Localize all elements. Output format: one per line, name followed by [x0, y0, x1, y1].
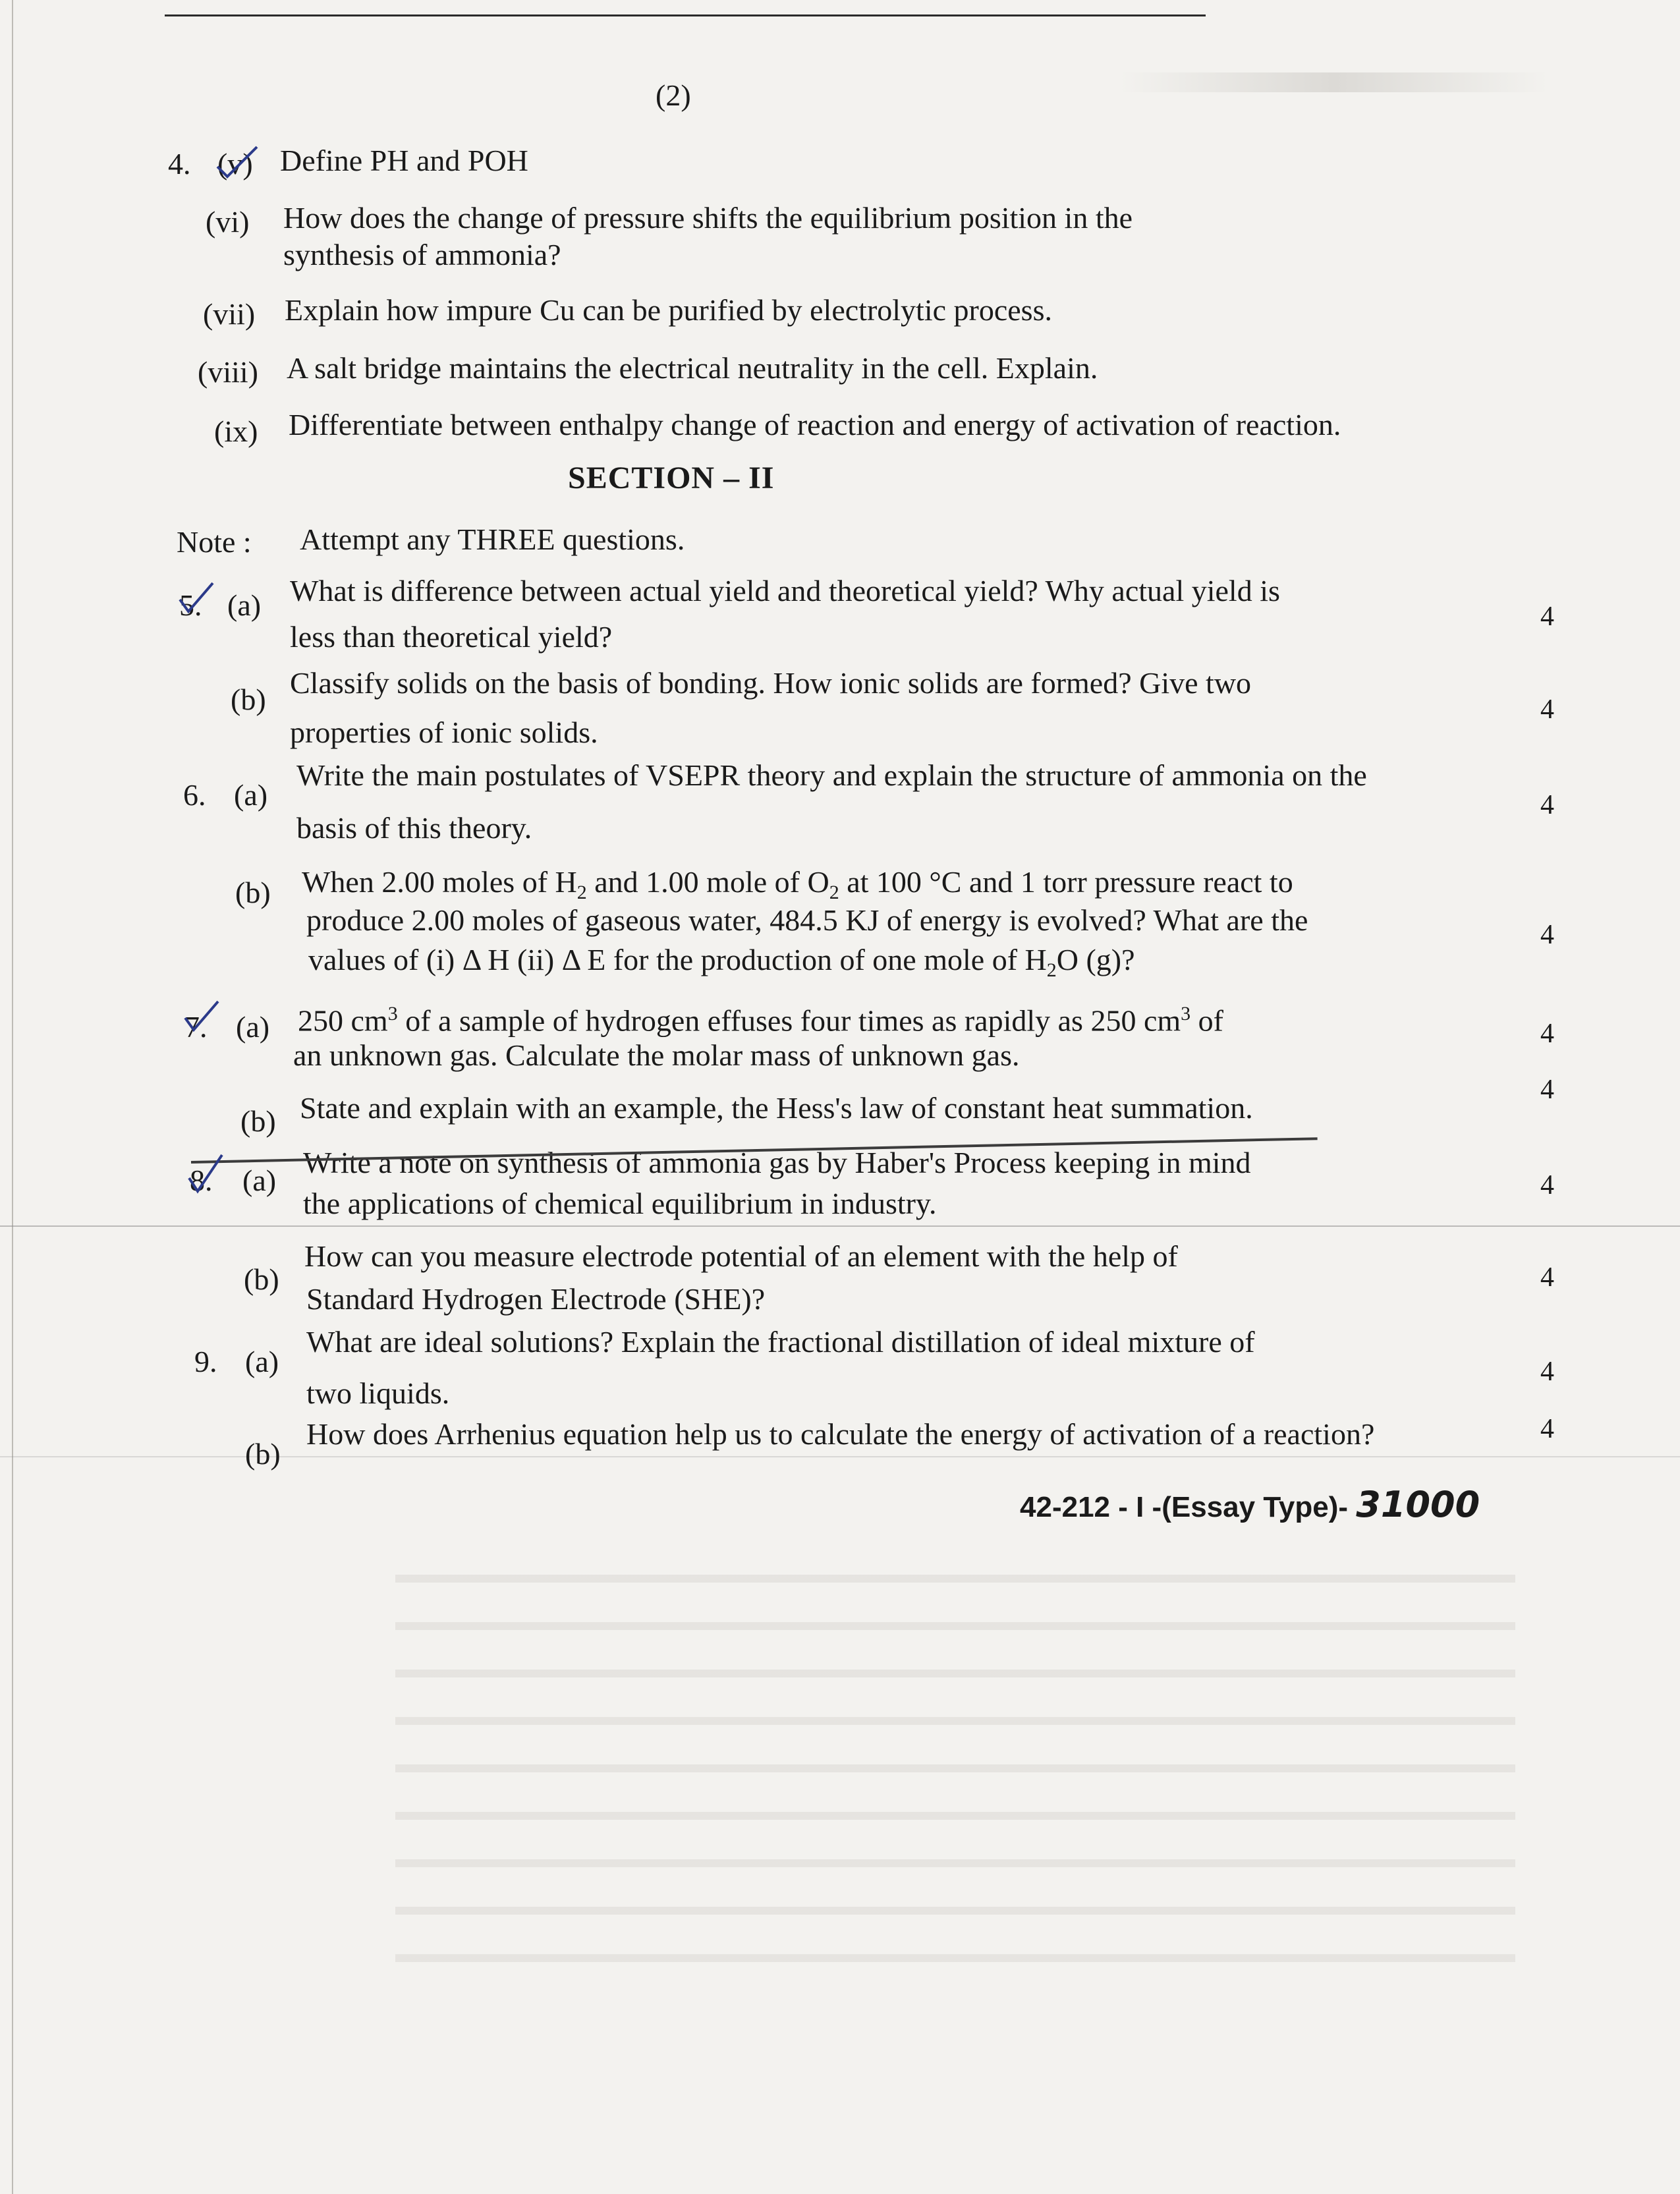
q8a-marks: 4 [1540, 1170, 1554, 1200]
bleed-through-lines [395, 1535, 1515, 1996]
top-rule [165, 14, 1206, 16]
paper-code-text: 42-212 - I -(Essay Type)- [1020, 1491, 1349, 1523]
question-6-number: 6. [183, 778, 206, 812]
handwritten-code: 31000 [1356, 1484, 1480, 1525]
q7a-mid: of a sample of hydrogen effuses four times as rapidly as 250 cm [397, 1003, 1181, 1038]
q6b-sub-h2o: 2 [1046, 959, 1057, 982]
q8b-text: How can you measure electrode potential of an element with the help of [304, 1239, 1178, 1273]
pen-tick-icon-5 [177, 580, 216, 619]
q9a-marks: 4 [1540, 1357, 1554, 1387]
bleed-through-shade [1120, 72, 1548, 92]
q6b-line3-pre: values of (i) Δ H (ii) Δ E for the production of one mole of H [308, 943, 1047, 976]
q8a-text: Write a note on synthesis of ammonia gas by Haber's Process keeping in mind [303, 1146, 1251, 1179]
q5b-text-cont: properties of ionic solids. [290, 716, 598, 749]
q7a-label: (a) [236, 1010, 270, 1044]
q4-item-viii-label: (viii) [198, 355, 258, 389]
q4-item-vii-text: Explain how impure Cu can be purified by electrolytic process. [285, 293, 1052, 327]
q5b-label: (b) [231, 683, 266, 716]
q8b-marks: 4 [1540, 1262, 1554, 1293]
q7a-marks: 4 [1540, 1019, 1554, 1049]
q7b-marks: 4 [1540, 1075, 1554, 1105]
question-4-number: 4. [168, 147, 191, 181]
paper-code [1020, 1484, 1480, 1525]
q6b-text-pre: When 2.00 moles of H [302, 865, 577, 899]
q7a-sup2: 3 [1181, 1003, 1191, 1025]
q8a-label: (a) [242, 1164, 277, 1197]
pen-tick-icon [214, 144, 260, 183]
q4-item-vi-label: (vi) [206, 205, 250, 239]
q5b-marks: 4 [1540, 694, 1554, 725]
question-8-number: 8. [190, 1164, 213, 1197]
q9b-text: How does Arrhenius equation help us to calculate the energy of activation of a reaction? [306, 1417, 1375, 1451]
q6a-text-cont: basis of this theory. [296, 811, 532, 845]
q6b-text-mid: and 1.00 mole of O [586, 865, 829, 899]
q5a-text: What is difference between actual yield and theoretical yield? Why actual yield is [290, 574, 1280, 607]
question-7-number: 7. [184, 1010, 208, 1044]
q6a-label: (a) [234, 778, 268, 812]
q6a-text: Write the main postulates of VSEPR theory and explain the structure of ammonia on the [296, 758, 1367, 792]
q9a-text: What are ideal solutions? Explain the fractional distillation of ideal mixture of [306, 1325, 1255, 1359]
question-5-number: 5. [179, 588, 202, 622]
q6b-text-line2: produce 2.00 moles of gaseous water, 484.5 KJ of energy is evolved? What are the [306, 903, 1308, 937]
q7b-label: (b) [240, 1104, 276, 1138]
q5b-text: Classify solids on the basis of bonding. How ionic solids are formed? Give two [290, 666, 1252, 700]
q4-item-vi-text-cont: synthesis of ammonia? [283, 238, 561, 271]
q8b-text-cont: Standard Hydrogen Electrode (SHE)? [306, 1282, 766, 1316]
note-label: Note : [177, 525, 252, 559]
q6b-marks: 4 [1540, 920, 1554, 950]
q7a-text [298, 996, 1223, 1038]
q8b-label: (b) [244, 1262, 279, 1296]
q4-item-ix-label: (ix) [214, 414, 258, 448]
q7a-text-cont: an unknown gas. Calculate the molar mass of unknown gas. [293, 1038, 1020, 1072]
q5a-text-cont: less than theoretical yield? [290, 620, 613, 654]
q7a-sup1: 3 [387, 1003, 398, 1025]
q4-item-vii-label: (vii) [203, 297, 256, 331]
q4-item-ix-text: Differentiate between enthalpy change of reaction and energy of activation of reaction. [289, 408, 1341, 441]
pen-tick-icon-7 [182, 998, 221, 1038]
q6b-text-line3 [308, 942, 1135, 988]
q6b-text-post: at 100 °C and 1 torr pressure react to [839, 865, 1293, 899]
q6b-sub-o2: 2 [829, 882, 839, 904]
q4-item-v-label: (v) [217, 147, 253, 181]
q6b-sub-h2: 2 [576, 882, 587, 904]
note-text: Attempt any THREE questions. [300, 522, 685, 556]
q6b-line3-post: O (g)? [1056, 943, 1135, 976]
q5a-marks: 4 [1540, 602, 1554, 632]
q9b-label: (b) [245, 1437, 281, 1471]
q8a-text-cont: the applications of chemical equilibrium in industry. [303, 1187, 937, 1220]
q4-item-v-text: Define PH and POH [280, 144, 528, 177]
q7a-pre: 250 cm [298, 1003, 388, 1038]
q4-item-viii-text: A salt bridge maintains the electrical neutrality in the cell. Explain. [287, 351, 1098, 385]
q9a-text-cont: two liquids. [306, 1376, 450, 1410]
q6a-marks: 4 [1540, 790, 1554, 820]
q7a-post: of [1190, 1003, 1223, 1038]
question-9-number: 9. [194, 1345, 217, 1378]
q6b-label: (b) [235, 876, 271, 909]
q9a-label: (a) [245, 1345, 279, 1378]
fold-line [0, 1225, 1680, 1227]
page-edge [12, 0, 13, 2194]
q5a-label: (a) [227, 588, 262, 622]
q7b-text: State and explain with an example, the Hess's law of constant heat summation. [300, 1091, 1253, 1125]
section-title: SECTION – II [568, 461, 775, 495]
page-number: (2) [656, 78, 691, 112]
q4-item-vi-text: How does the change of pressure shifts the equilibrium position in the [283, 201, 1133, 235]
pen-tick-icon-8 [186, 1152, 225, 1198]
q9b-marks: 4 [1540, 1414, 1554, 1444]
